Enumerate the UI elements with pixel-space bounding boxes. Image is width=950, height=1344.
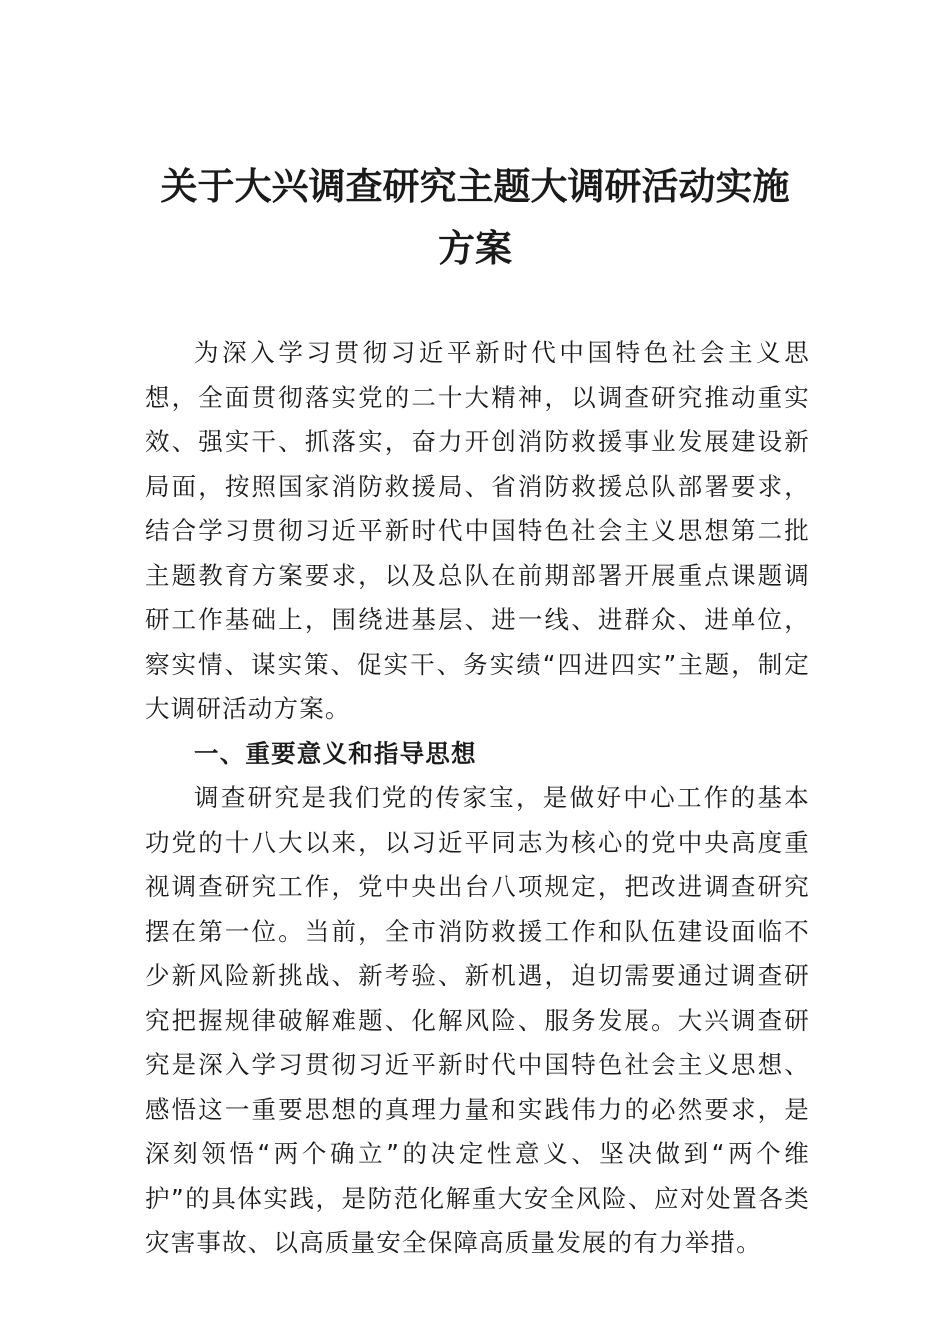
document-body: [145, 331, 810, 1266]
document-title: 关于大兴调查研究主题大调研活动实施方案: [160, 164, 790, 270]
section-1-paragraph: 调查研究是我们党的传家宝，是做好中心工作的基本功党的十八大以来，以习近平同志为核心的党中央高度重视调查研究工作，党中央出台八项规定，把改进调查研究摆在第一位。当前，全市消防救援工作和队伍建设面临不少新风险新挑战、新考验、新机遇，迫切需要通过调查研究把握规律破解难题、化解风险、服务发展。大兴调查研究是深入学习贯彻习近平新时代中国特色社会主义思想、感悟这一重要思想的真理力量和实践伟力的必然要求，是深刻领悟“两个确立”的决定性意义、坚决做到“两个维护”的具体实践，是防范化解重大安全风险、应对处置各类灾害事故、以高质量安全保障高质量发展的有力举措。: [145, 783, 810, 1257]
section-heading-1: 一、重要意义和指导思想: [194, 738, 477, 768]
intro-paragraph: 为深入学习贯彻习近平新时代中国特色社会主义思想，全面贯彻落实党的二十大精神，以调查研究推动重实效、强实干、抓落实，奋力开创消防救援事业发展建设新局面，按照国家消防救援局、省消防救援总队部署要求，结合学习贯彻习近平新时代中国特色社会主义思想第二批主题教育方案要求，以及总队在前期部署开展重点课题调研工作基础上，围绕进基层、进一线、进群众、进单位，察实情、谋实策、促实干、务实绩“四进四实”主题，制定大调研活动方案。: [145, 338, 810, 723]
